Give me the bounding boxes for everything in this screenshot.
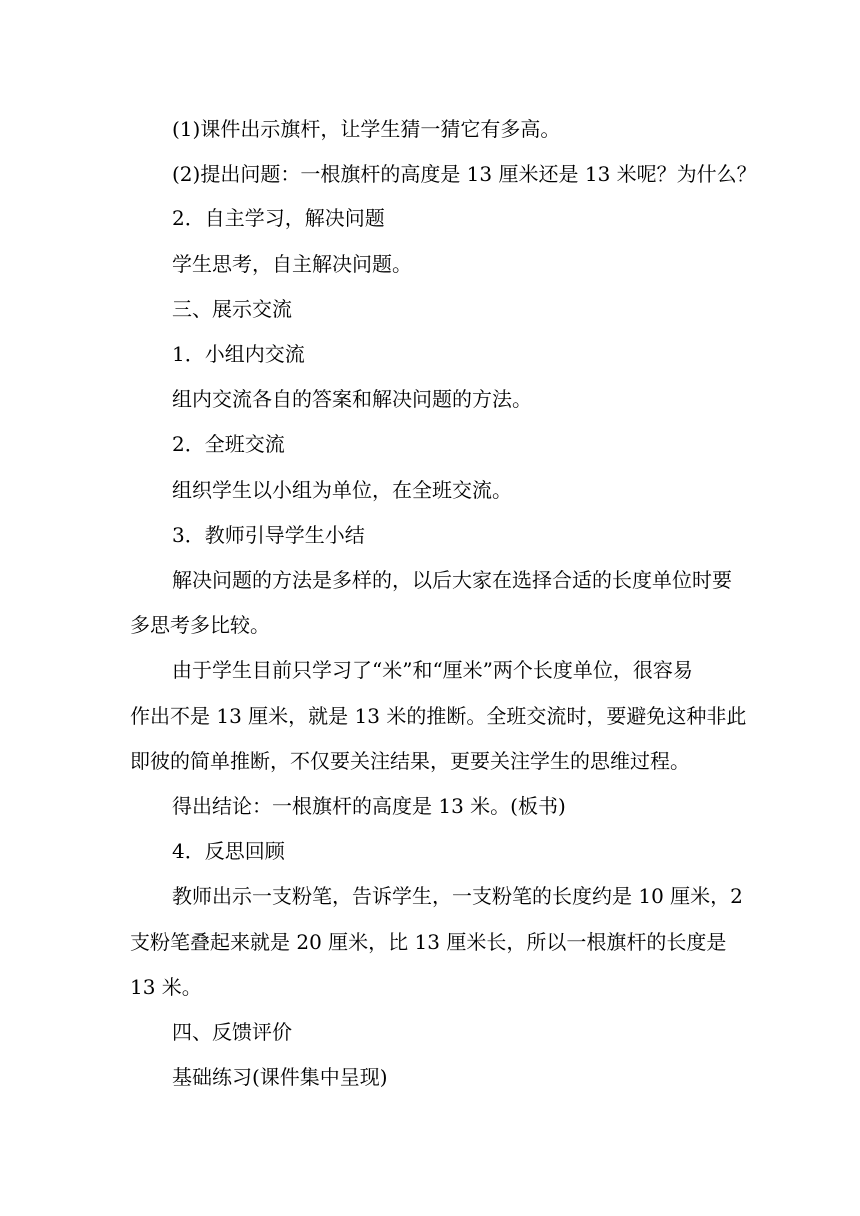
paragraph-line: 作出不是 13 厘米，就是 13 米的推断。全班交流时，要避免这种非此 — [130, 704, 747, 728]
section-heading: 3．教师引导学生小结 — [172, 523, 365, 547]
paragraph-line: 学生思考，自主解决问题。 — [172, 252, 412, 276]
section-heading: 2．全班交流 — [172, 432, 285, 456]
paragraph-line: (2)提出问题：一根旗杆的高度是 13 厘米还是 13 米呢？为什么？ — [172, 162, 757, 186]
paragraph-line: 基础练习(课件集中呈现) — [172, 1065, 388, 1089]
paragraph-line: 教师出示一支粉笔，告诉学生，一支粉笔的长度约是 10 厘米，2 — [172, 884, 743, 908]
paragraph-line: 支粉笔叠起来就是 20 厘米，比 13 厘米长，所以一根旗杆的长度是 — [130, 930, 727, 954]
paragraph-line: 13 米。 — [130, 975, 202, 999]
paragraph-line: 多思考多比较。 — [130, 613, 270, 637]
section-heading: 三、展示交流 — [172, 297, 292, 321]
paragraph-line: 得出结论：一根旗杆的高度是 13 米。(板书) — [172, 794, 566, 818]
section-heading: 4．反思回顾 — [172, 839, 285, 863]
paragraph-line: (1)课件出示旗杆，让学生猜一猜它有多高。 — [172, 117, 561, 141]
paragraph-line: 组内交流各自的答案和解决问题的方法。 — [172, 387, 532, 411]
section-heading: 1．小组内交流 — [172, 342, 305, 366]
section-heading: 四、反馈评价 — [172, 1020, 292, 1044]
paragraph-line: 由于学生目前只学习了“米”和“厘米”两个长度单位，很容易 — [172, 658, 693, 682]
paragraph-line: 解决问题的方法是多样的，以后大家在选择合适的长度单位时要 — [172, 568, 732, 592]
paragraph-line: 即彼的简单推断，不仅要关注结果，更要关注学生的思维过程。 — [130, 749, 690, 773]
section-heading: 2．自主学习，解决问题 — [172, 206, 385, 230]
paragraph-line: 组织学生以小组为单位，在全班交流。 — [172, 478, 512, 502]
